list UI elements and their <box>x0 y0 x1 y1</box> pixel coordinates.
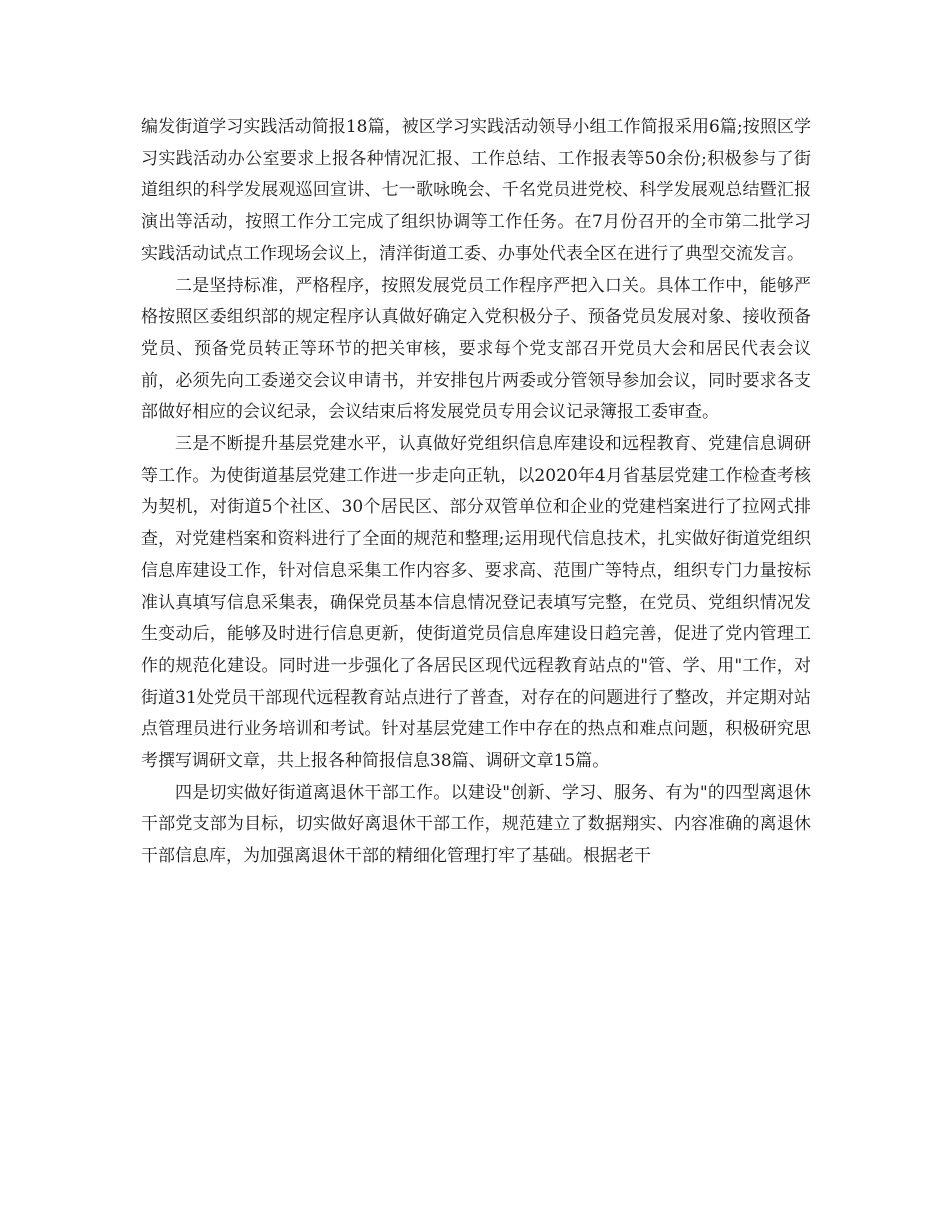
paragraph-4: 四是切实做好街道离退休干部工作。以建设"创新、学习、服务、有为"的四型离退休干部党支部为目标，切实做好离退休干部工作，规范建立了数据翔实、内容准确的离退休干部信息库，为加强离退休干部的精细化管理打牢了基础。根据老干 <box>141 782 811 867</box>
paragraph-3: 三是不断提升基层党建水平，认真做好党组织信息库建设和远程教育、党建信息调研等工作。为使街道基层党建工作进一步走向正轨，以2020年4月省基层党建工作检查考核为契机，对街道5个社区、30个居民区、部分双管单位和企业的党建档案进行了拉网式排查，对党建档案和资料进行了全面的规范和整理;运用现代信息技术，扎实做好街道党组织信息库建设工作，针对信息采集工作内容多、要求高、范围广等特点，组织专门力量按标准认真填写信息采集表，确保党员基本信息情况登记表填写完整，在党员、党组织情况发生变动后，能够及时进行信息更新，使街道党员信息库建设日趋完善，促进了党内管理工作的规范化建设。同时进一步强化了各居民区现代远程教育站点的"管、学、用"工作，对街道31处党员干部现代远程教育站点进行了普查，对存在的问题进行了整改，并定期对站点管理员进行业务培训和考试。针对基层党建工作中存在的热点和难点问题，积极研究思考撰写调研文章，共上报各种简报信息38篇、调研文章15篇。 <box>141 434 811 772</box>
paragraph-1: 编发街道学习实践活动简报18篇，被区学习实践活动领导小组工作简报采用6篇;按照区学习实践活动办公室要求上报各种情况汇报、工作总结、工作报表等50余份;积极参与了街道组织的科学发展观巡回宣讲、七一歌咏晚会、千名党员进党校、科学发展观总结暨汇报演出等活动，按照工作分工完成了组织协调等工作任务。在7月份召开的全市第二批学习实践活动试点工作现场会议上，清洋街道工委、办事处代表全区在进行了典型交流发言。 <box>141 117 811 264</box>
paragraph-2: 二是坚持标准，严格程序，按照发展党员工作程序严把入口关。具体工作中，能够严格按照区委组织部的规定程序认真做好确定入党积极分子、预备党员发展对象、接收预备党员、预备党员转正等环节的把关审核，要求每个党支部召开党员大会和居民代表会议前，必须先向工委递交会议申请书，并安排包片两委或分管领导参加会议，同时要求各支部做好相应的会议纪录，会议结束后将发展党员专用会议记录簿报工委审查。 <box>141 275 811 423</box>
document-body <box>141 112 811 873</box>
